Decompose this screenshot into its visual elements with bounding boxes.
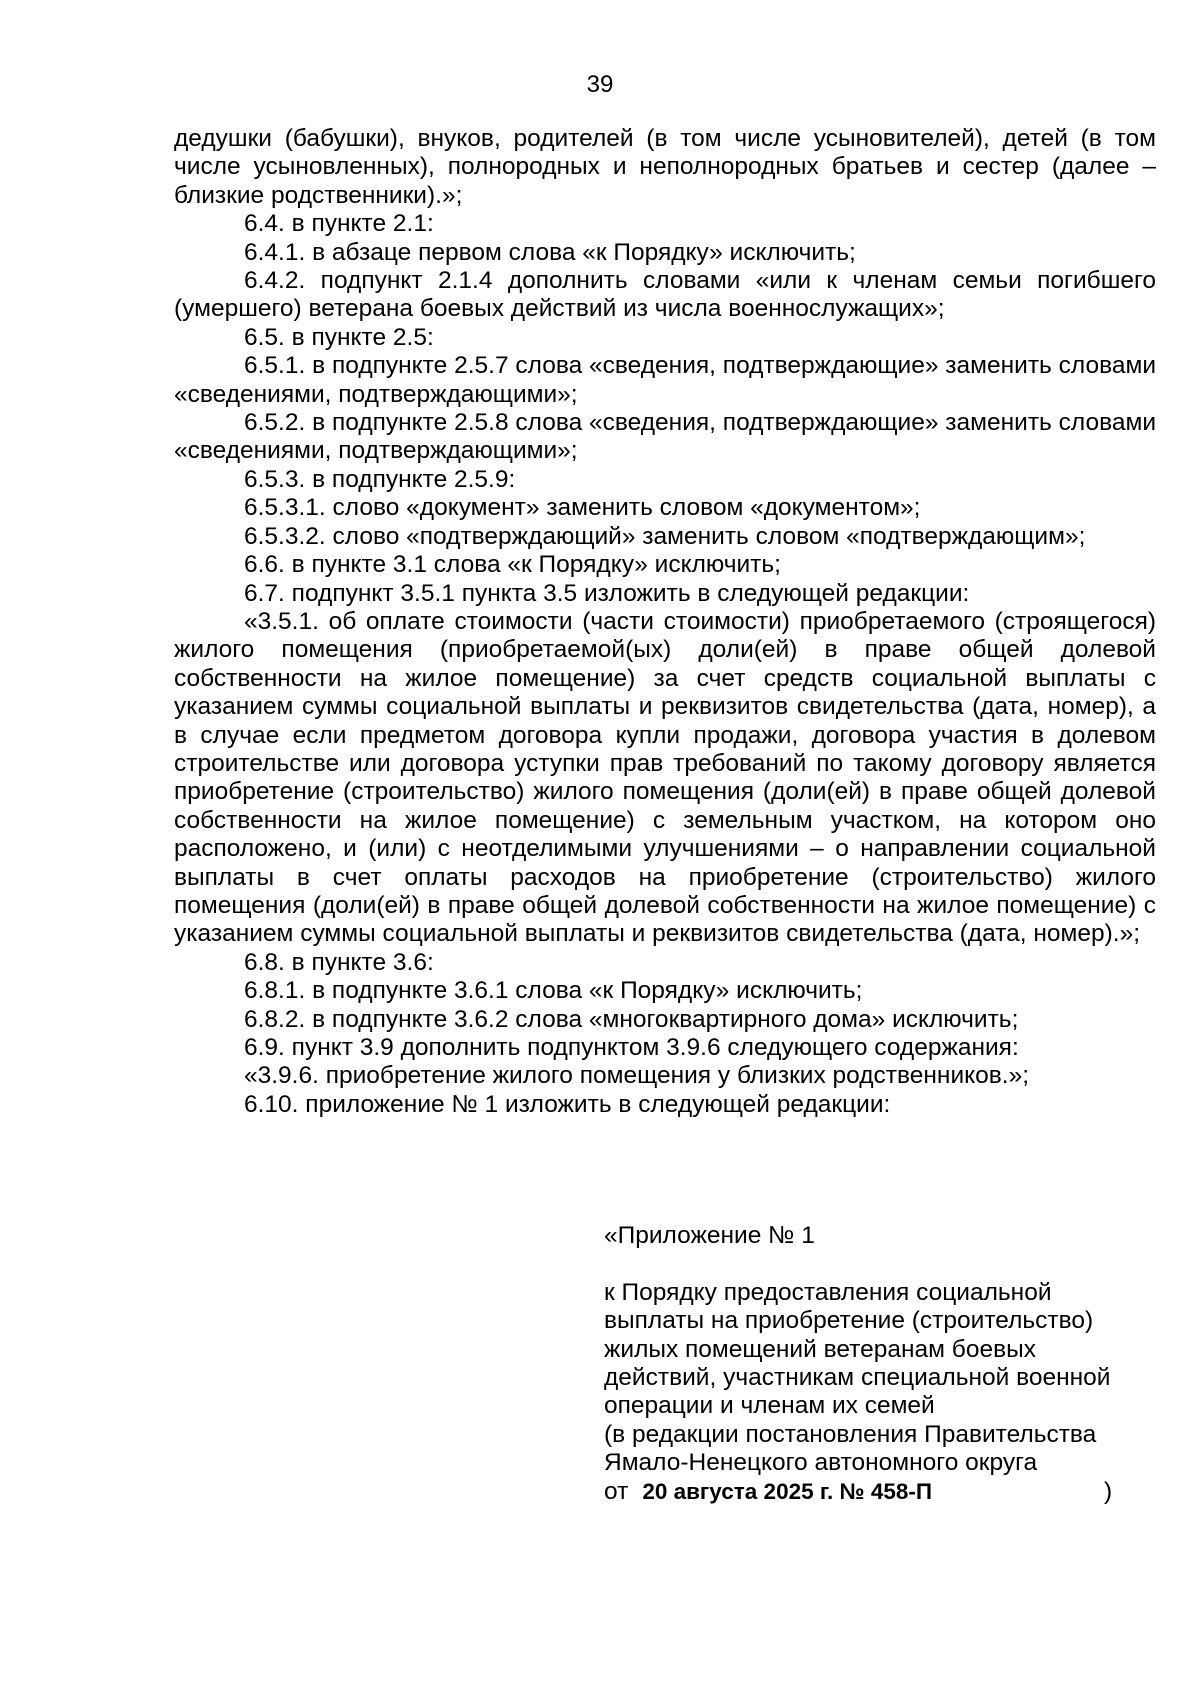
appendix-line: действий, участникам специальной военной (604, 1364, 1111, 1392)
date-prefix: от (604, 1477, 629, 1505)
resolution-date: 20 августа 2025 г. № 458-П (642, 1478, 933, 1504)
paragraph: 6.5. в пункте 2.5: (244, 323, 434, 351)
appendix-line: к Порядку предоставления социальной (604, 1278, 1052, 1306)
paragraph: 6.9. пункт 3.9 дополнить подпунктом 3.9.6 следующего содержания: (244, 1034, 1019, 1061)
appendix-line: выплаты на приобретение (строительство) (604, 1307, 1094, 1335)
appendix-line: Ямало-Ненецкого автономного округа (604, 1449, 1038, 1477)
document-body (174, 125, 1156, 1119)
appendix-line: (в редакции постановления Правительства (604, 1420, 1097, 1448)
appendix-title: «Приложение № 1 (604, 1222, 815, 1249)
paragraph: 6.5.1. в подпункте 2.5.7 слова «сведения, подтверждающие» заменить словами «сведениями, подтверждающими»; (174, 352, 1156, 408)
page-number: 39 (586, 71, 614, 98)
paragraph: 6.5.3.2. слово «подтверждающий» заменить словом «подтверждающим»; (244, 522, 1086, 550)
paragraph: 6.7. подпункт 3.5.1 пункта 3.5 изложить в следующей редакции: (244, 579, 970, 607)
resolution-date-line (604, 1478, 1164, 1506)
paragraph: 6.5.3. в подпункте 2.5.9: (244, 465, 516, 493)
appendix-line: операции и членам их семей (604, 1392, 935, 1420)
paragraph: 6.4.2. подпункт 2.1.4 дополнить словами «или к членам семьи погибшего (умершего) ветерана боевых действий из числа военнослужащих»; (174, 267, 1156, 323)
paragraph: 6.5.3.1. слово «документ» заменить словом «документом»; (244, 494, 921, 522)
paragraph: 6.5.2. в подпункте 2.5.8 слова «сведения, подтверждающие» заменить словами «сведениями, подтверждающими»; (174, 409, 1156, 465)
paragraph: 6.4. в пункте 2.1: (244, 210, 434, 238)
closing-parenthesis: ) (1104, 1477, 1113, 1505)
paragraph: 6.8.1. в подпункте 3.6.1 слова «к Порядку» исключить; (244, 977, 863, 1005)
paragraph: «3.9.6. приобретение жилого помещения у близких родственников.»; (244, 1062, 1030, 1090)
appendix-line: жилых помещений ветеранам боевых (604, 1335, 1036, 1363)
paragraph: 6.8.2. в подпункте 3.6.2 слова «многоквартирного дома» исключить; (244, 1005, 1019, 1033)
appendix-header (604, 1222, 1164, 1506)
paragraph: 6.8. в пункте 3.6: (244, 948, 434, 976)
paragraph: 6.10. приложение № 1 изложить в следующей редакции: (244, 1090, 891, 1118)
paragraph: 6.6. в пункте 3.1 слова «к Порядку» исключить; (244, 551, 781, 579)
paragraph: дедушки (бабушки), внуков, родителей (в том числе усыновителей), детей (в том числе усыновленных), полнородных и неполнородных братьев и сестер (далее – близкие родственники).»; (174, 125, 1156, 209)
paragraph: 6.4.1. в абзаце первом слова «к Порядку» исключить; (244, 238, 856, 266)
paragraph: «3.5.1. об оплате стоимости (части стоимости) приобретаемого (строящегося) жилого помещения (приобретаемой(ых) доли(ей) в праве общей долевой собственности на жилое помещение) за счет средств социальной выплаты с указанием суммы социальной выплаты и реквизитов свидетельства (дата, номер), а в случае если предметом договора купли продажи, договора участия в долевом строительстве или договора уступки прав требований по такому договору является приобретение (строительство) жилого помещения (доли(ей) в праве общей долевой собственности на жилое помещение) с земельным участком, на котором оно расположено, и (или) с неотделимыми улучшениями – о направлении социальной выплаты в счет оплаты расходов на приобретение (строительство) жилого помещения (доли(ей) в праве общей долевой собственности на жилое помещение) с указанием суммы социальной выплаты и реквизитов свидетельства (дата, номер).»; (174, 607, 1156, 948)
